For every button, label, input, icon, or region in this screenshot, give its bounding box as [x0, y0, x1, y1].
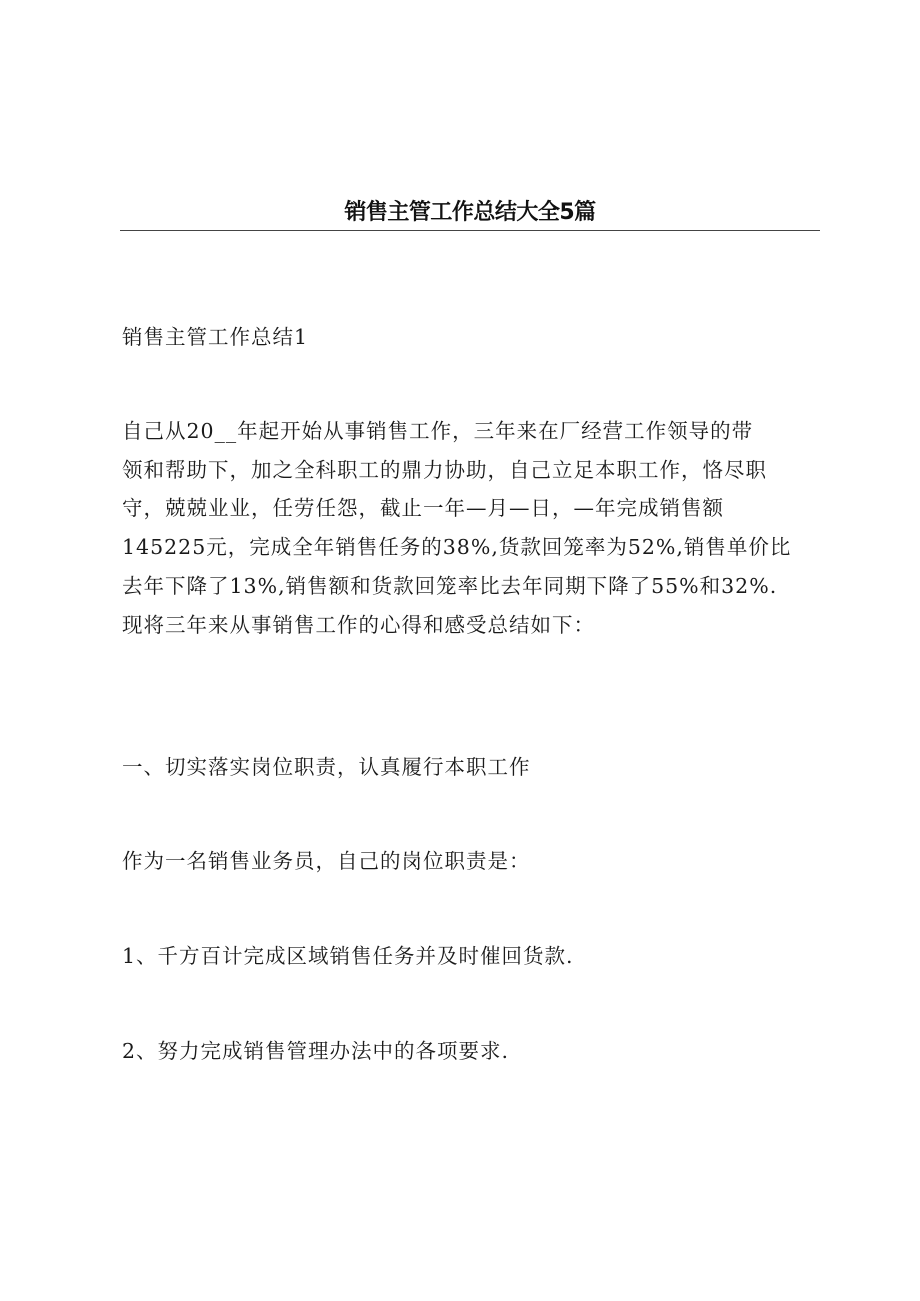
intro-paragraph — [122, 412, 812, 644]
subheading-duties: 一、切实落实岗位职责，认真履行本职工作 — [122, 755, 531, 779]
duty-item: 2、努力完成销售管理办法中的各项要求. — [122, 1039, 510, 1063]
paragraph-line: 去年下降了13%,销售额和货款回笼率比去年同期下降了55%和32%. — [122, 573, 778, 598]
paragraph-line: 自己从20__年起开始从事销售工作，三年来在厂经营工作领导的带 — [122, 419, 754, 443]
paragraph-line: 守，兢兢业业，任劳任怨，截止一年—月—日，—年完成销售额 — [122, 496, 724, 521]
title-divider — [120, 230, 820, 231]
paragraph-line: 领和帮助下，加之全科职工的鼎力协助，自己立足本职工作，恪尽职 — [122, 457, 767, 482]
document-title: 销售主管工作总结大全5篇 — [344, 200, 596, 225]
paragraph-line: 现将三年来从事销售工作的心得和感受总结如下： — [122, 612, 595, 637]
section-heading: 销售主管工作总结1 — [122, 325, 309, 349]
paragraph-line: 145225元，完成全年销售任务的38%,货款回笼率为52%,销售单价比 — [122, 535, 792, 560]
duty-item: 1、千方百计完成区域销售任务并及时催回货款. — [122, 944, 574, 968]
duties-intro: 作为一名销售业务员，自己的岗位职责是： — [122, 849, 531, 873]
